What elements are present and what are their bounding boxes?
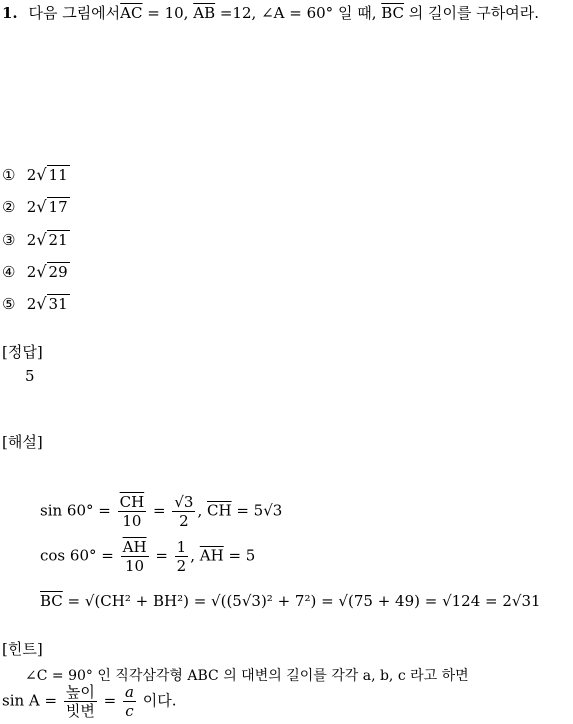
choice-3[interactable]: ③ 2√ 21 — [2, 230, 68, 249]
sqrt: √ 11 — [36, 165, 68, 184]
explanation-line-2: cos 60° = $\frac{\overline{AH}}{10}$ = $\frac{1}{2}$ , $\overline{AH} = 5$ — [40, 538, 256, 575]
sqrt: √ 21 — [36, 230, 68, 249]
ac-value: = 10, — [142, 4, 189, 22]
fraction: $\frac{\text{높이}}{\text{빗변}}$ — [65, 683, 95, 720]
choice-1[interactable]: ① 2√ 11 — [2, 165, 68, 184]
explanation-label: [해설] — [2, 433, 43, 451]
answer-label: [정답] — [2, 343, 43, 361]
question-number: 1. — [2, 4, 18, 22]
choice-marker: ⑤ — [2, 295, 16, 313]
choice-marker: ① — [2, 166, 16, 184]
question-prefix: 다음 그림에서 — [28, 4, 121, 22]
question-suffix: 의 길이를 구하여라. — [404, 4, 540, 22]
explanation-line-3: $\overline{BC} = √(CH^2 + BH^2) = √((5√3)^2 + 7^2) = √(75 + 49) = √124 = 2√31$ — [40, 592, 541, 610]
hint-label: [힌트] — [2, 640, 43, 658]
fraction: $\frac{\overline{AH}}{10}$ — [122, 538, 147, 575]
hint-line-2: sin A = $\frac{\text{높이}}{\text{빗변}}$ = $\frac{a}{c}$ 이다. — [2, 683, 177, 720]
choice-marker: ④ — [2, 263, 16, 281]
fraction: $\frac{√3}{2}$ — [174, 493, 194, 530]
sqrt: √ 29 — [36, 262, 68, 281]
ab-value: =12, — [215, 4, 257, 22]
choice-marker: ③ — [2, 231, 16, 249]
fraction: $\frac{1}{2}$ — [176, 538, 187, 575]
angle-a: ∠A = 60° — [261, 4, 334, 22]
answer-value: 5 — [25, 367, 35, 385]
sqrt: √ 17 — [36, 197, 68, 216]
choice-5[interactable]: ⑤ 2√ 31 — [2, 294, 68, 313]
question-mid: 일 때, — [333, 4, 377, 22]
choice-2[interactable]: ② 2√ 17 — [2, 197, 68, 216]
sqrt: √ 31 — [36, 294, 68, 313]
fraction: $\frac{\overline{CH}}{10}$ — [119, 493, 145, 530]
choice-4[interactable]: ④ 2√ 29 — [2, 262, 68, 281]
explanation-line-1: sin 60° = $\frac{\overline{CH}}{10}$ = $\frac{√3}{2}$ , $\overline{CH} = 5√3$ — [40, 493, 283, 530]
segment-ac: $\overline{AC}$ — [120, 4, 143, 22]
fraction: $\frac{a}{c}$ — [125, 683, 134, 720]
question-line — [2, 2, 539, 23]
segment-ab: $\overline{AB}$ — [193, 4, 216, 22]
segment-bc: $\overline{BC}$ — [381, 4, 405, 22]
hint-line-1: ∠C = 90° 인 직각삼각형 ABC 의 대변의 길이를 각각 a, b, c 라고 하면 — [25, 668, 469, 684]
choice-marker: ② — [2, 198, 16, 216]
